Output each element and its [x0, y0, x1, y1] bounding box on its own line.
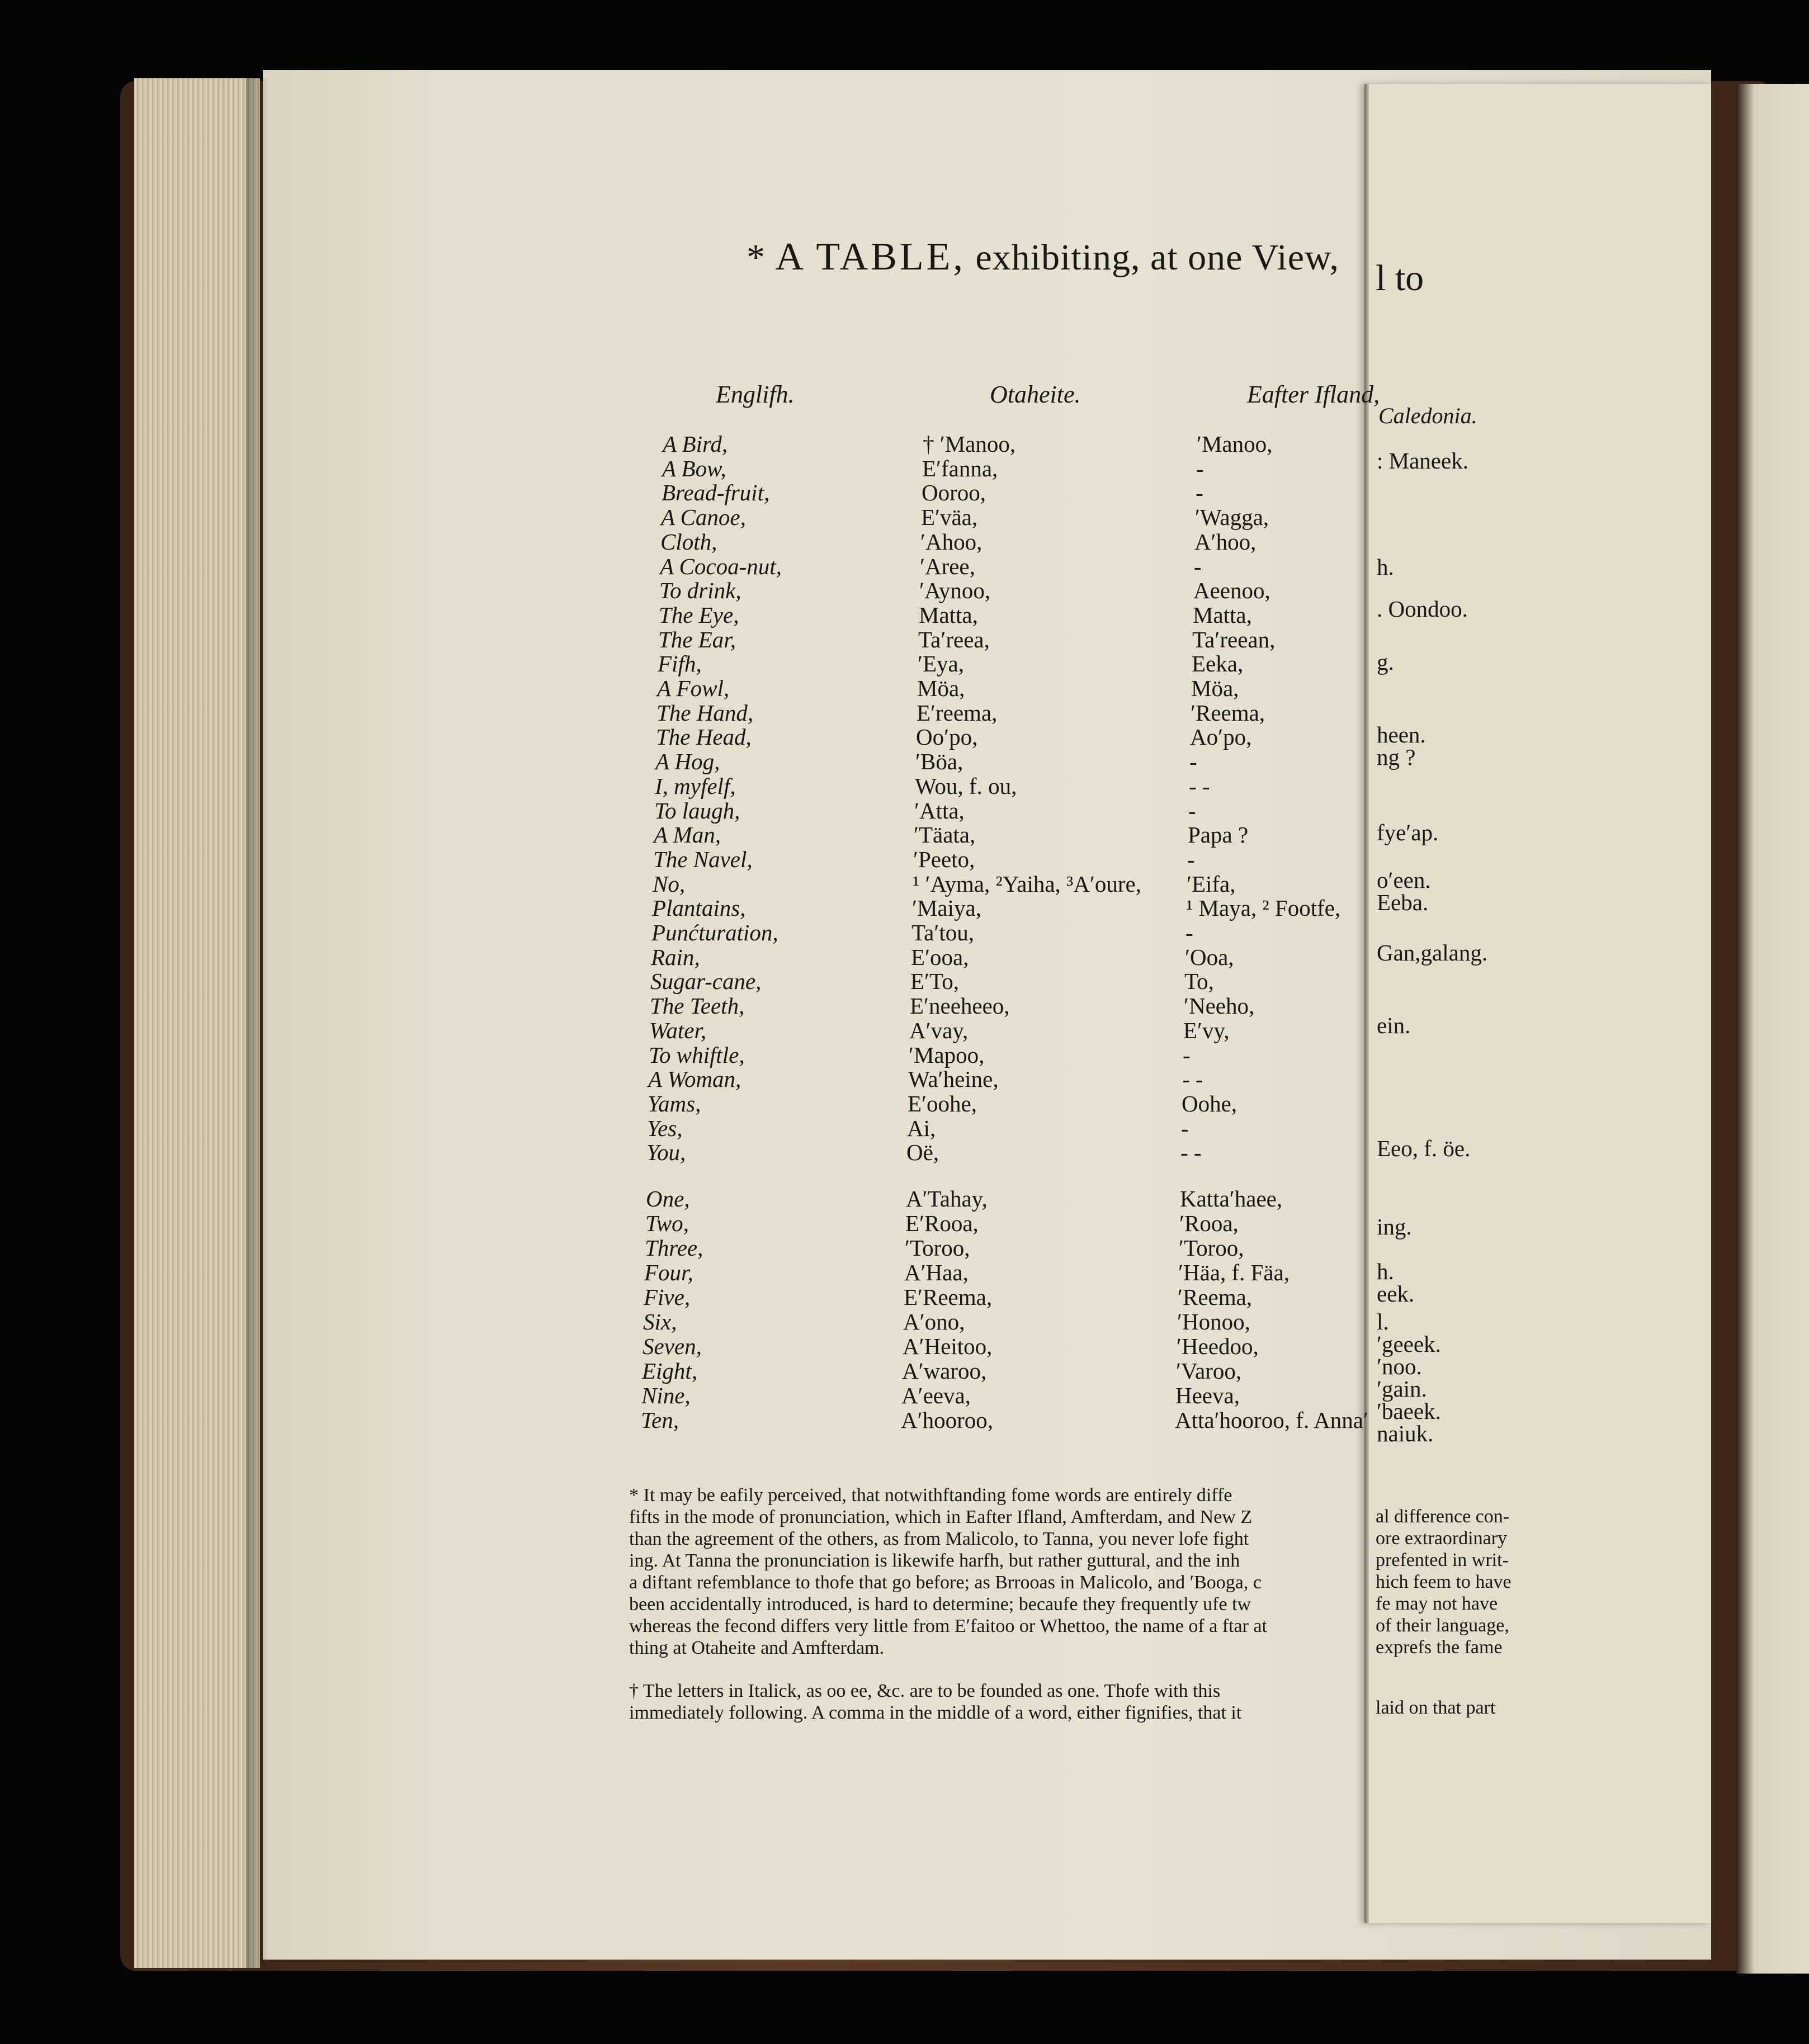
table-row — [0, 430, 1364, 455]
table-row — [0, 1042, 1364, 1066]
otaheite-word: EʹTo, — [910, 968, 959, 995]
otaheite-word: AʹHaa, — [904, 1260, 969, 1285]
english-word: Water, — [649, 1017, 707, 1043]
table-row — [0, 455, 1364, 480]
easter-island-word: Taʹreean, — [1192, 626, 1276, 652]
english-word: To laugh, — [654, 797, 740, 824]
english-word: Plantains, — [652, 895, 746, 921]
english-word: Eight, — [642, 1358, 698, 1384]
easter-island-word: - - — [1182, 1066, 1203, 1092]
table-row — [0, 992, 1364, 1017]
english-word: You, — [646, 1139, 686, 1166]
column-header-easter-island: Eafter Ifland, — [1247, 381, 1380, 408]
caledonia-word-fragment: oʹeen. — [1377, 867, 1431, 893]
caledonia-word-fragment: fyeʹap. — [1377, 820, 1439, 845]
otaheite-word: Aʹhooroo, — [901, 1407, 993, 1433]
dagger-left-line: immediately following. A comma in the middle of a word, either fignifies, that it — [629, 1702, 1242, 1723]
easter-island-word: Aʹhoo, — [1194, 528, 1257, 555]
easter-island-word: Eʹvy, — [1183, 1017, 1230, 1043]
caledonia-word-fragment: Gan,galang. — [1377, 940, 1488, 966]
otaheite-word: Oë, — [906, 1139, 939, 1166]
english-word: The Head, — [656, 724, 752, 750]
easter-island-word: - — [1187, 846, 1195, 872]
easter-island-word: - — [1196, 480, 1203, 506]
otaheite-word: Taʹtou, — [911, 920, 974, 945]
footnote-left-line: than the agreement of the others, as from Malicolo, to Tanna, you never lofe fight — [629, 1529, 1249, 1549]
english-word: I, myfelf, — [655, 773, 736, 799]
english-word: A Hog, — [655, 749, 720, 775]
easter-island-word: Attaʹhooroo, f. Annaʹ — [1175, 1407, 1368, 1433]
otaheite-word: ʹMaiya, — [912, 895, 981, 921]
table-row — [0, 1066, 1364, 1090]
english-word: Four, — [644, 1260, 693, 1285]
table-row — [0, 1357, 1364, 1382]
easter-island-word: ʹEifa, — [1187, 870, 1236, 897]
table-row — [0, 944, 1364, 968]
table-row — [0, 1017, 1364, 1042]
easter-island-word: - — [1196, 455, 1204, 481]
english-word: Yes, — [647, 1115, 683, 1141]
english-word: Five, — [644, 1284, 691, 1310]
easter-island-word: ʹRooa, — [1179, 1210, 1239, 1236]
table-row — [0, 821, 1364, 846]
footnote-left-line: been accidentally introduced, is hard to determine; becaufe they frequently ufe tw — [629, 1594, 1251, 1615]
english-word: A Fowl, — [657, 675, 730, 701]
table-row — [0, 675, 1364, 699]
footnote-left-line: * It may be eafily perceived, that notwithftanding fome words are entirely diffe — [629, 1485, 1232, 1506]
caledonia-word-fragment: ʹgeeek. — [1377, 1331, 1441, 1357]
otaheite-word: Waʹheine, — [908, 1066, 999, 1092]
caledonia-word-fragment: ʹgain. — [1377, 1376, 1427, 1402]
caledonia-word-fragment: ing. — [1377, 1214, 1412, 1239]
table-row — [0, 748, 1364, 773]
otaheite-word: EʹReema, — [904, 1284, 993, 1310]
english-word: A Cocoa-nut, — [660, 553, 782, 579]
english-word: The Teeth, — [650, 993, 745, 1019]
otaheite-word: EʹRooa, — [905, 1210, 979, 1236]
column-header-caledonia: Caledonia. — [1378, 403, 1477, 428]
easter-island-word: To, — [1184, 968, 1214, 995]
title-rest: exhibiting, at one View, — [975, 237, 1339, 278]
english-word: No, — [653, 870, 686, 897]
easter-island-word: Aeenoo, — [1193, 578, 1270, 604]
english-word: The Navel, — [653, 846, 753, 872]
english-word: To drink, — [659, 578, 741, 604]
english-word: Bread-fruit, — [662, 480, 770, 506]
easter-island-word: Möa, — [1191, 675, 1239, 701]
easter-island-word: Eeka, — [1192, 651, 1244, 677]
table-row — [0, 919, 1364, 944]
english-word: Cloth, — [660, 528, 717, 555]
english-word: One, — [646, 1186, 690, 1212]
otaheite-word: Aʹeeva, — [901, 1383, 971, 1408]
caledonia-word-fragment: : Maneek. — [1377, 448, 1468, 474]
english-word: To whiftle, — [649, 1042, 745, 1068]
english-word: Sugar-cane, — [650, 968, 762, 995]
table-row — [0, 1115, 1364, 1139]
footnote-left-line: a diftant refemblance to thofe that go before; as Brrooas in Malicolo, and ʹBooga, c — [629, 1572, 1262, 1593]
easter-island-word: ʹNeeho, — [1184, 993, 1255, 1019]
otaheite-word: Eʹfanna, — [922, 455, 998, 481]
otaheite-word: ʹAhoo, — [920, 528, 983, 555]
easter-island-word: ʹToroo, — [1179, 1235, 1244, 1261]
table-row — [0, 479, 1364, 504]
caledonia-word-fragment: eek. — [1377, 1281, 1415, 1307]
footnote-left-line: whereas the fecond differs very little from Eʹfaitoo or Whettoo, the name of a ftar at — [629, 1616, 1267, 1636]
easter-island-word: ʹWagga, — [1195, 504, 1269, 531]
caledonia-word-fragment: ein. — [1377, 1012, 1411, 1038]
easter-island-word: - — [1181, 1115, 1189, 1141]
otaheite-word: Aʹvay, — [909, 1017, 969, 1043]
table-row — [0, 626, 1364, 651]
fold-crease — [1364, 84, 1369, 1923]
table-row — [0, 1308, 1364, 1333]
english-word: Fifh, — [658, 651, 702, 677]
otaheite-word: Ooʹpo, — [916, 724, 978, 750]
otaheite-word: Taʹreea, — [918, 626, 990, 652]
english-word: Ten, — [641, 1407, 679, 1433]
english-word: Seven, — [643, 1333, 702, 1359]
otaheite-word: Ai, — [907, 1115, 936, 1141]
table-row — [0, 723, 1364, 748]
english-word: Punćturation, — [651, 920, 778, 945]
easter-island-word: ¹ Maya, ² Footfe, — [1186, 895, 1341, 921]
easter-island-word: Heeva, — [1175, 1383, 1240, 1408]
table-row — [0, 699, 1364, 724]
table-row — [0, 553, 1364, 578]
otaheite-word: ʹAree, — [920, 553, 975, 579]
otaheite-word: Eʹväa, — [921, 504, 978, 531]
otaheite-word: ʹTäata, — [914, 822, 976, 848]
footnote-right-line: al difference con- — [1376, 1506, 1510, 1527]
caledonia-word-fragment: . Oondoo. — [1377, 596, 1468, 622]
easter-island-word: ʹManoo, — [1197, 431, 1273, 457]
english-word: A Canoe, — [661, 504, 746, 531]
table-row — [0, 1333, 1364, 1357]
table-row — [0, 1407, 1368, 1433]
footnote-left-line: ing. At Tanna the pronunciation is likewife harfh, but rather guttural, and the inh — [629, 1550, 1240, 1571]
otaheite-word: ʹPeeto, — [913, 846, 975, 872]
table-row — [0, 1284, 1364, 1308]
table-row — [0, 650, 1364, 675]
caledonia-word-fragment: Eeba. — [1377, 889, 1429, 915]
easter-island-word: Papa ? — [1188, 822, 1249, 848]
english-word: A Bird, — [663, 431, 728, 457]
caledonia-word-fragment: Eeo, f. öe. — [1377, 1135, 1471, 1161]
otaheite-word: Wou, f. ou, — [915, 773, 1017, 799]
table-row — [0, 870, 1364, 895]
easter-island-word: ʹHeedoo, — [1177, 1333, 1259, 1359]
english-word: The Hand, — [656, 699, 754, 726]
easter-island-word: ʹHonoo, — [1177, 1309, 1250, 1335]
english-word: Two, — [645, 1210, 689, 1236]
easter-island-word: ʹReema, — [1178, 1284, 1253, 1310]
otaheite-word: ¹ ʹAyma, ²Yaiha, ³Aʹoure, — [913, 870, 1141, 897]
table-row — [0, 797, 1364, 822]
easter-island-word: - — [1185, 920, 1193, 945]
table-row — [0, 528, 1364, 553]
english-word: A Man, — [654, 822, 721, 848]
otaheite-word: Eʹoohe, — [908, 1090, 977, 1116]
right-page-edge — [1736, 84, 1809, 1974]
caledonia-word-fragment: ʹbaeek. — [1377, 1398, 1441, 1424]
table-row — [0, 1210, 1364, 1234]
table-row — [0, 504, 1364, 531]
table-row — [0, 1234, 1364, 1259]
footnote-left-line: thing at Otaheite and Amfterdam. — [629, 1638, 885, 1658]
english-word: Nine, — [641, 1383, 691, 1408]
otaheite-word: ʹAynoo, — [919, 578, 991, 604]
english-word: The Ear, — [658, 626, 736, 652]
caledonia-word-fragment: g. — [1377, 649, 1394, 675]
table-row — [0, 577, 1364, 602]
column-header-otaheite: Otaheite. — [990, 381, 1081, 408]
caledonia-word-fragment: h. — [1377, 1258, 1394, 1284]
footnote-right-line: exprefs the fame — [1376, 1637, 1503, 1658]
otaheite-word: ʹEya, — [918, 651, 964, 677]
easter-island-word: - - — [1189, 773, 1210, 799]
footnote-right-line: fe may not have — [1376, 1593, 1498, 1614]
otaheite-word: AʹHeitoo, — [903, 1333, 993, 1359]
easter-island-word: Matta, — [1193, 602, 1252, 628]
otaheite-word: Eʹooa, — [911, 944, 969, 970]
table-row — [0, 773, 1364, 797]
easter-island-word: ʹVaroo, — [1176, 1358, 1242, 1384]
otaheite-word: ʹBöa, — [915, 749, 963, 775]
easter-island-word: - — [1183, 1042, 1191, 1068]
title-fragment: l to — [1376, 258, 1424, 299]
caledonia-word-fragment: l. — [1377, 1309, 1389, 1335]
column-header-english: Englifh. — [716, 381, 795, 408]
otaheite-word: Eʹneeheeo, — [910, 993, 1010, 1019]
easter-island-word: - - — [1180, 1139, 1202, 1166]
caledonia-word-fragment: h. — [1377, 554, 1394, 580]
table-row — [0, 602, 1364, 626]
easter-island-word: - — [1189, 749, 1197, 775]
table-row — [0, 968, 1364, 995]
english-word: Six, — [643, 1309, 677, 1335]
otaheite-word: Ooroo, — [922, 480, 986, 506]
table-row — [0, 1139, 1364, 1166]
easter-island-word: - — [1194, 553, 1202, 579]
easter-island-word: ʹHäa, f. Fäa, — [1178, 1260, 1290, 1285]
easter-island-word: Aoʹpo, — [1190, 724, 1252, 750]
footnote-right-line: prefented in writ- — [1376, 1550, 1509, 1570]
caledonia-word-fragment: ʹnoo. — [1377, 1354, 1422, 1379]
english-word: A Woman, — [648, 1066, 741, 1092]
table-row — [0, 1259, 1364, 1284]
table-row — [0, 1382, 1364, 1407]
table-title — [747, 235, 1339, 280]
table-row — [0, 846, 1364, 870]
otaheite-word: Möa, — [917, 675, 965, 701]
title-main: A TABLE, — [775, 235, 966, 278]
caledonia-word-fragment: naiuk. — [1377, 1421, 1434, 1446]
easter-island-word: - — [1188, 797, 1196, 824]
otaheite-word: Aʹono, — [903, 1309, 965, 1335]
table-row — [0, 1090, 1364, 1115]
dagger-right-line: laid on that part — [1376, 1697, 1496, 1718]
dagger-left-line: † The letters in Italick, as oo ee, &c. are to be founded as one. Thofe with this — [629, 1681, 1221, 1701]
footnote-right-line: ore extraordinary — [1376, 1528, 1508, 1549]
otaheite-word: Matta, — [919, 602, 978, 628]
caledonia-word-fragment: heen. — [1377, 722, 1426, 747]
otaheite-word: Eʹreema, — [917, 699, 998, 726]
otaheite-word: ʹAtta, — [914, 797, 965, 824]
otaheite-word: ʹToroo, — [905, 1235, 970, 1261]
easter-island-word: ʹOoa, — [1185, 944, 1234, 970]
english-word: Three, — [645, 1235, 703, 1261]
otaheite-word: AʹTahay, — [906, 1186, 988, 1212]
english-word: The Eye, — [659, 602, 739, 628]
english-word: Yams, — [648, 1090, 701, 1116]
footnote-right-line: of their language, — [1376, 1615, 1509, 1636]
otaheite-word: ʹMapoo, — [909, 1042, 985, 1068]
otaheite-word: † ʹManoo, — [923, 431, 1016, 457]
otaheite-word: Aʹwaroo, — [902, 1358, 987, 1384]
easter-island-word: Kattaʹhaee, — [1180, 1186, 1283, 1212]
english-word: Rain, — [651, 944, 700, 970]
title-star: * — [747, 237, 766, 278]
table-row — [0, 895, 1364, 919]
easter-island-word: Oohe, — [1182, 1090, 1238, 1116]
caledonia-word-fragment: ng ? — [1377, 744, 1416, 770]
footnote-right-line: hich feem to have — [1376, 1572, 1512, 1592]
footnote-left-line: fifts in the mode of pronunciation, which in Eafter Ifland, Amfterdam, and New Z — [629, 1507, 1253, 1527]
easter-island-word: ʹReema, — [1191, 699, 1265, 726]
english-word: A Bow, — [662, 455, 726, 481]
table-row — [0, 1185, 1364, 1210]
